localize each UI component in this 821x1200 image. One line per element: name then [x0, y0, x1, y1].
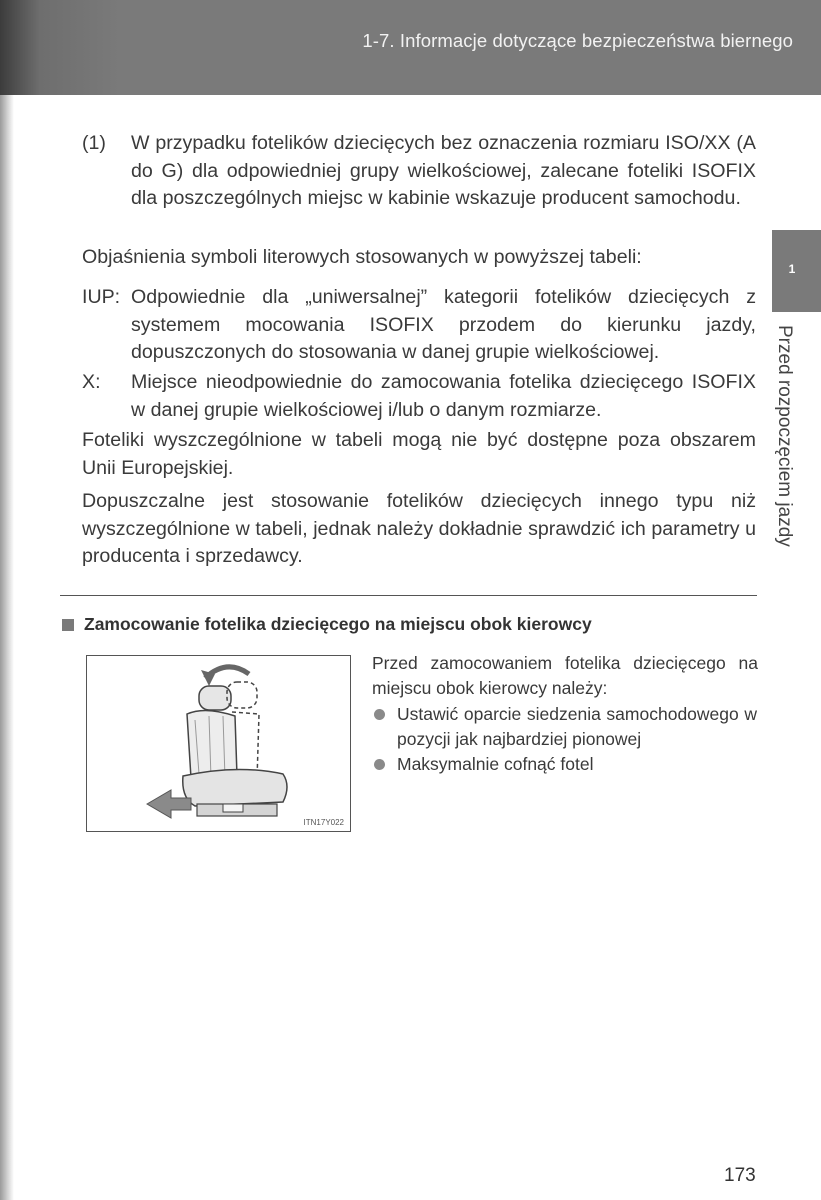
note-text: W przypadku fotelików dziecięcych bez oznaczenia rozmiaru ISO/XX (A do G) dla odpowiedniej grupy wielkościowej, zalecane foteliki ISOFIX dla poszczególnych miejsc w kabinie wskazuje producent samochodu. [131, 132, 756, 209]
bullet-item-move-seat: Maksymalnie cofnąć fotel [397, 754, 594, 774]
section-intro: Przed zamocowaniem fotelika dziecięcego na miejscu obok kierowcy należy: [372, 653, 758, 698]
chapter-tab-number: 1 [788, 262, 796, 276]
car-seat-illustration [87, 656, 350, 831]
seat-figure [86, 655, 351, 832]
bullet-icon [374, 709, 385, 720]
page-edge-shadow [0, 0, 14, 1200]
legend-text-x: Miejsce nieodpowiednie do zamocowania fotelika dziecięcego ISOFIX w danej grupie wielkościowej i/lub o danym rozmiarze. [131, 371, 756, 421]
bullet-item-backrest: Ustawić oparcie siedzenia samochodowego w pozycji jak najbardziej pionowej [397, 704, 757, 749]
paragraph-eu-availability: Foteliki wyszczególnione w tabeli mogą nie być dostępne poza obszarem Unii Europejskiej. [82, 429, 756, 479]
legend-symbol-x: X: [82, 371, 101, 393]
page-number: 173 [724, 1165, 756, 1186]
legend-text-iup: Odpowiednie dla „uniwersalnej” kategorii fotelików dziecięcych z systemem mocowania ISOFIX przodem do kierunku jazdy, dopuszczonych do stosowania w danej grupie wielkościowej. [131, 286, 756, 363]
section-marker [62, 619, 74, 631]
chapter-side-title: Przed rozpoczęciem jazdy [774, 325, 795, 547]
section-header-title: 1-7. Informacje dotyczące bezpieczeństwa biernego [362, 30, 793, 51]
header-bar [0, 0, 821, 95]
section-divider [60, 595, 757, 596]
note-label: (1) [82, 132, 106, 154]
figure-code: ITN17Y022 [303, 818, 344, 827]
bullet-icon [374, 759, 385, 770]
paragraph-other-seats: Dopuszczalne jest stosowanie fotelików dziecięcych innego typu niż wyszczególnione w tabeli, jednak należy dokładnie sprawdzić ich parametry u producenta i sprzedawcy. [82, 490, 756, 567]
legend-intro: Objaśnienia symboli literowych stosowanych w powyższej tabeli: [82, 246, 642, 268]
legend-symbol-iup: IUP: [82, 286, 121, 308]
section-title: Zamocowanie fotelika dziecięcego na miejscu obok kierowcy [84, 614, 592, 634]
